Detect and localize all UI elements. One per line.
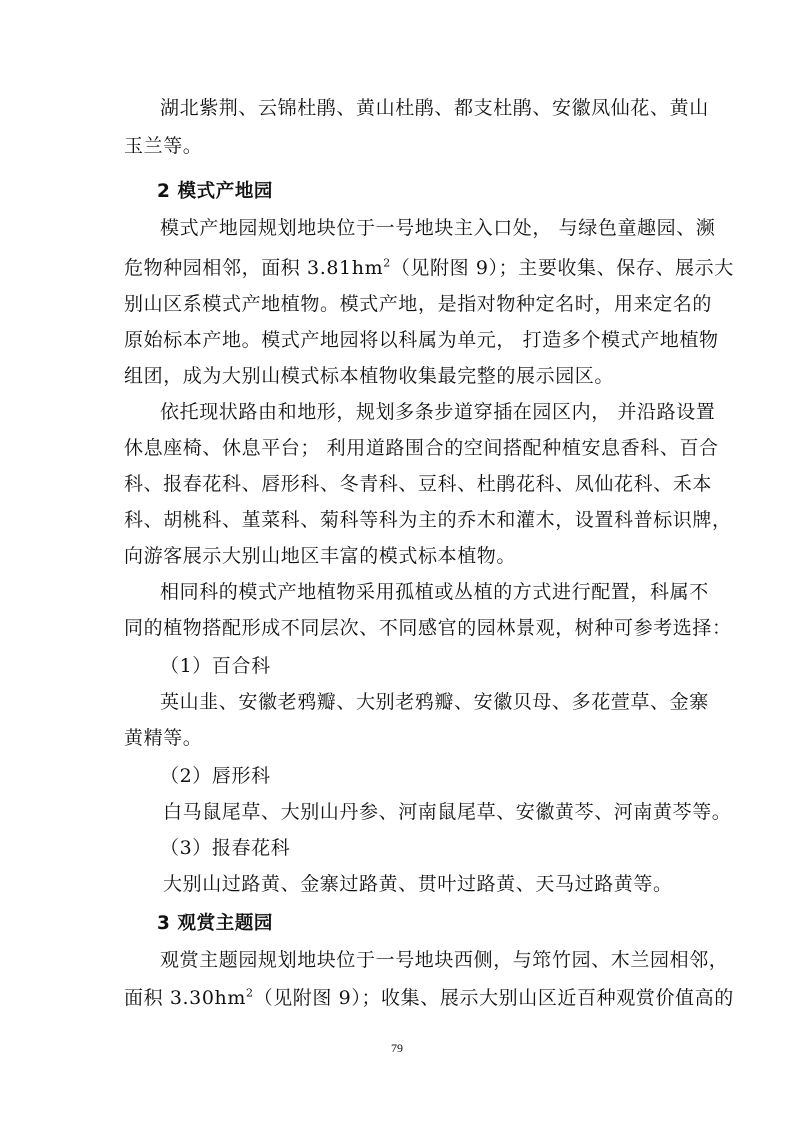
section-heading: 2 模式产地园 [157, 181, 274, 202]
body-text-fragment: 危物种园相邻，面积 3.81hm [124, 257, 384, 279]
body-text-line: 依托现状路由和地形，规划多条步道穿插在园区内， 并沿路设置 [160, 401, 716, 423]
body-text-line: 科、胡桃科、堇菜科、菊科等科为主的乔木和灌木，设置科普标识牌， [124, 509, 732, 531]
body-text-line [124, 986, 734, 1010]
body-text-line: 观赏主题园规划地块位于一号地块西侧，与筇竹园、木兰园相邻， [160, 949, 729, 971]
body-text-line: 别山区系模式产地植物。模式产地，是指对物种定名时，用来定名的 [124, 293, 713, 315]
body-text-line: 湖北紫荆、云锦杜鹃、黄山杜鹃、都支杜鹃、安徽凤仙花、黄山 [160, 97, 709, 119]
body-text-fragment: （见附图 9）；收集、展示大别山区近百种观赏价值高的 [253, 987, 734, 1009]
body-text-line: 相同科的模式产地植物采用孤植或丛植的方式进行配置，科属不 [160, 581, 709, 603]
body-text-line [124, 256, 734, 280]
body-text-line: 模式产地园规划地块位于一号地块主入口处， 与绿色童趣园、濒 [160, 217, 716, 239]
body-text-line: 组团，成为大别山模式标本植物收集最完整的展示园区。 [124, 365, 615, 387]
body-text-line: 休息座椅、休息平台； 利用道路围合的空间搭配种植安息香科、百合 [124, 437, 719, 459]
superscript: 2 [383, 256, 391, 270]
body-text-line: 原始标本产地。模式产地园将以科属为单元， 打造多个模式产地植物 [124, 329, 719, 351]
list-item-text: 英山韭、安徽老鸦瓣、大别老鸦瓣、安徽贝母、多花萱草、金寨 [160, 691, 709, 713]
body-text-line: 科、报春花科、唇形科、冬青科、豆科、杜鹃花科、凤仙花科、禾本 [124, 473, 713, 495]
page-number: 79 [391, 1041, 403, 1055]
body-text-line: 向游客展示大别山地区丰富的模式标本植物。 [124, 545, 517, 567]
list-item-text: 大别山过路黄、金寨过路黄、贯叶过路黄、天马过路黄等。 [163, 873, 673, 895]
body-text-line: 玉兰等。 [124, 135, 203, 157]
body-text-fragment: 面积 3.30hm [124, 987, 246, 1009]
list-item-label: （2）唇形科 [160, 765, 271, 787]
list-item-text: 白马鼠尾草、大别山丹参、河南鼠尾草、安徽黄芩、河南黄芩等。 [163, 801, 732, 823]
list-item-text: 黄精等。 [124, 727, 203, 749]
body-text-line: 同的植物搭配形成不同层次、不同感官的园林景观，树种可参考选择： [124, 617, 732, 639]
list-item-label: （3）报春花科 [160, 837, 291, 859]
list-item-label: （1）百合科 [160, 655, 271, 677]
superscript: 2 [246, 986, 254, 1000]
section-heading: 3 观赏主题园 [157, 913, 274, 934]
body-text-fragment: （见附图 9）；主要收集、保存、展示大 [390, 257, 734, 279]
